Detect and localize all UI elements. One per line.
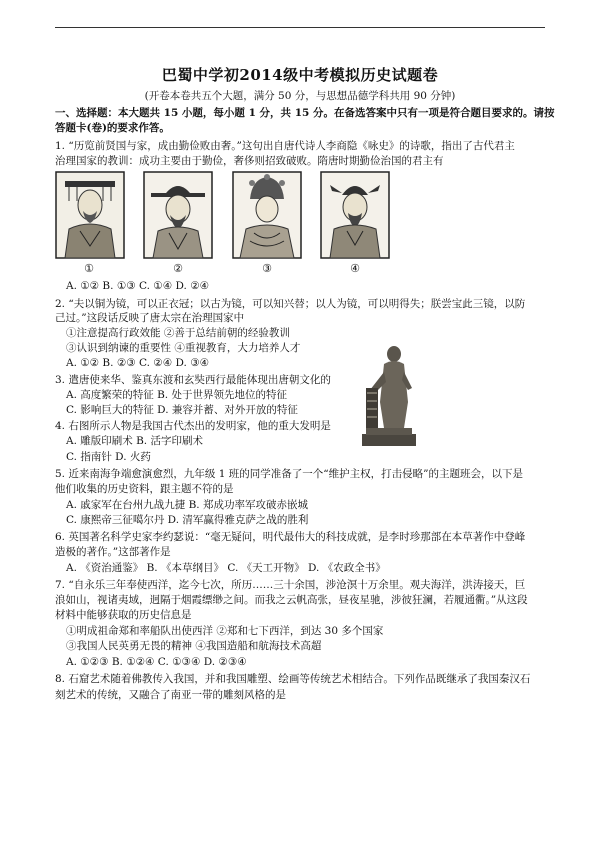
header-rule <box>55 27 545 28</box>
portrait-official-hat <box>143 171 213 259</box>
q5-options-1: A. 戚家军在台州九战九捷 B. 郑成功率军攻破赤嵌城 <box>66 499 308 511</box>
q7-options: A. ①②③ B. ①②④ C. ①③④ D. ②③④ <box>66 656 247 668</box>
q4-stem: 4. 右图所示人物是我国古代杰出的发明家，他的重大发明是 <box>55 420 331 432</box>
q7-stem-2: 浪如山，视诸夷域，迥隔于烟霞缥缈之间。而我之云帆高张，昼夜星驰，涉彼狂澜，若履通衢。”从这段 <box>55 594 528 606</box>
q5-options-2: C. 康熙帝三征噶尔丹 D. 清军赢得雅克萨之战的胜利 <box>66 514 309 526</box>
q3-options-1: A. 高度繁荣的特征 B. 处于世界领先地位的特征 <box>66 389 287 401</box>
portrait-emperor-crown <box>55 171 125 259</box>
exam-note: (开卷本卷共五个大题，满分 50 分，与思想品德学科共用 90 分钟) <box>144 90 456 102</box>
q1-stem-1: 1. “历览前贤国与家，成由勤俭败由奢。”这句出自唐代诗人李商隐《咏史》的诗歌，指出了古代君主 <box>55 140 515 152</box>
q2-stem-2: 己过。”这段话反映了唐太宗在治理国家中 <box>55 312 245 324</box>
q8-stem-2: 刻艺术的传统，又融合了南亚一带的雕刻风格的是 <box>55 689 286 701</box>
q1-options: A. ①② B. ①③ C. ①④ D. ②④ <box>66 280 210 292</box>
q2-choices-2: ③认识到纳谏的重要性 ④重视教育，大力培养人才 <box>66 342 301 354</box>
q2-choices-1: ①注意提高行政效能 ②善于总结前朝的经验教训 <box>66 327 290 339</box>
q6-stem-2: 造极的著作。”这部著作是 <box>55 546 171 558</box>
q7-choices-1: ①明成祖命郑和率船队出使西洋 ②郑和七下西洋，到达 30 多个国家 <box>66 625 384 637</box>
q7-stem-3: 材料中能够获取的历史信息是 <box>55 609 192 621</box>
section1-instruction-2: 答题卡(卷)的要求作答。 <box>55 122 170 134</box>
q1-pic-label-2: ② <box>173 262 183 275</box>
q1-stem-2: 治理国家的教训：成功主要由于勤俭，奢侈则招致破败。隋唐时期勤俭治国的君主有 <box>55 155 444 167</box>
q4-options-1: A. 雕版印刷术 B. 活字印刷术 <box>66 435 203 447</box>
q5-stem-2: 他们收集的历史资料，跟主题不符的是 <box>55 483 234 495</box>
inventor-statue-image <box>358 342 420 448</box>
section1-instruction-1: 一、选择题：本大题共 15 小题，每小题 1 分，共 15 分。在备选答案中只有一项是符合题目要求的。请按 <box>55 107 555 119</box>
q6-stem-1: 6. 英国著名科学史家李约瑟说：“毫无疑问，明代最伟大的科技成就，是李时珍那部在本草著作中登峰 <box>55 531 526 543</box>
q7-stem-1: 7. “自永乐三年奉使西洋，迄今七次，所历……三十余国，涉沧溟十万余里。观夫海洋，洪涛接天，巨 <box>55 579 526 591</box>
portrait-empress <box>232 171 302 259</box>
q6-options: A. 《资治通鉴》 B. 《本草纲目》 C. 《天工开物》 D. 《农政全书》 <box>66 562 386 574</box>
q3-options-2: C. 影响巨大的特征 D. 兼容并蓄、对外开放的特征 <box>66 404 298 416</box>
exam-title: 巴蜀中学初2014级中考模拟历史试题卷 <box>161 66 439 84</box>
q4-options-2: C. 指南针 D. 火药 <box>66 451 151 463</box>
q1-pic-label-3: ③ <box>262 262 272 275</box>
q7-choices-2: ③我国人民英勇无畏的精神 ④我国造船和航海技术高超 <box>66 640 322 652</box>
q3-stem: 3. 遣唐使来华、鉴真东渡和玄奘西行最能体现出唐朝文化的 <box>55 374 331 386</box>
q5-stem-1: 5. 近来南海争端愈演愈烈，九年级 1 班的同学准备了一个“维护主权，打击侵略”的主题班会，以下是 <box>55 468 523 480</box>
q2-options: A. ①② B. ②③ C. ②④ D. ③④ <box>66 357 210 369</box>
q8-stem-1: 8. 石窟艺术随着佛教传入我国，并和我国雕塑、绘画等传统艺术相结合。下列作品既继承了我国秦汉石 <box>55 673 531 685</box>
q2-stem-1: 2. “夫以铜为镜，可以正衣冠；以古为镜，可以知兴替；以人为镜，可以明得失；朕尝宝此三镜，以防 <box>55 298 526 310</box>
portrait-emperor-wing-hat <box>320 171 390 259</box>
q1-pic-label-4: ④ <box>350 262 360 275</box>
q1-pic-label-1: ① <box>84 262 94 275</box>
